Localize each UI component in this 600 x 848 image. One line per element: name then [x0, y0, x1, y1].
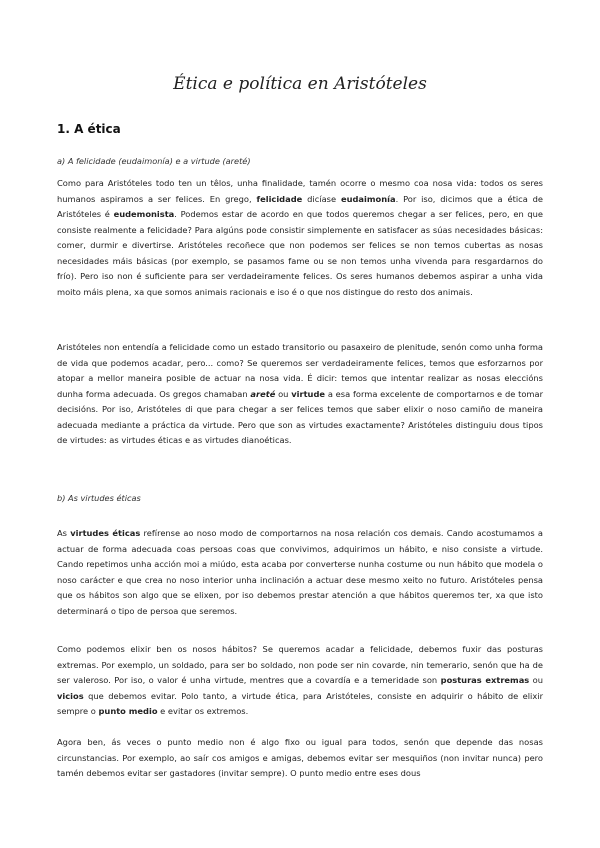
- emphasis-text: eudaimonía: [340, 193, 396, 204]
- paragraph-ethical-virtues: [57, 526, 543, 619]
- paragraph-text: . Podemos estar de acordo en que todos queremos chegar a ser felices, pero, en que consiste realmente a felicidade? Para algúns pode consistir simplemente en satisfacer as súas necesidades básicas: comer, durmir e divertirse. Aristóteles recoñece que non podemos ser felices se non temos cubertas as nosas necesidades máis básicas (por exemplo, se pasamos fame ou se non temos unha vivenda para resgardarnos do frío). Pero iso non é suficiente para ser verdadeiramente felices. Os seres humanos debemos aspirar a unha vida moito máis plena, xa que somos animais racionais e iso é o que nos distingue do resto dos animais.: [57, 209, 543, 297]
- paragraph-text: e evitar os extremos.: [157, 706, 249, 716]
- paragraph-text: . Por iso, dicimos que a ética de Aristóteles é: [57, 193, 543, 219]
- paragraph-text: refírense ao noso modo de comportarnos na nosa relación cos demais. Cando acostumamos a actuar de forma adecuada coas persoas coas que convivimos, adquirimos un hábito, e niso consiste a virtude. Cando repetimos unha acción moi a miúdo, esta acaba por converterse nunha costume ou nun hábito que modela o noso carácter e que crea no noso interior unha inclinación a actuar dese mesmo xeito no futuro. Aristóteles pensa que os hábitos son algo que se elixen, por iso debemos prestar atención a que hábitos queremos ter, xa que isto determinará o tipo de persoa que seremos.: [57, 528, 543, 616]
- section-heading-ethics: 1. A ética: [57, 122, 121, 136]
- paragraph-text: ou: [275, 388, 292, 399]
- emphasis-text: virtude: [291, 388, 326, 399]
- paragraph-text: Como para Aristóteles todo ten un têlos, unha finalidade, tamén ocorre o mesmo coa nosa vida: todos os seres humanos aspiramos a ser felices. En grego,: [57, 178, 543, 204]
- document-title: Ética e política en Aristóteles: [173, 74, 427, 94]
- paragraph-happiness: [57, 176, 543, 300]
- emphasis-text: vicios: [57, 690, 84, 701]
- paragraph-circumstances: [57, 735, 543, 782]
- paragraph-text: Agora ben, ás veces o punto medio non é algo fixo ou igual para todos, senón que depende das nosas circunstancias. Por exemplo, ao saír cos amigos e amigas, debemos evitar ser mesquiños (non invitar nunca) pero tamén debemos evitar ser gastadores (invitar sempre). O punto medio entre eses dous: [57, 737, 543, 778]
- paragraph-text: ou: [529, 675, 543, 685]
- paragraph-text: dicíase: [302, 193, 341, 204]
- paragraph-text: que debemos evitar. Polo tanto, a virtude ética, para Aristóteles, consiste en adquirir o hábito de elixir sempre o: [57, 690, 543, 716]
- emphasis-text: [250, 389, 275, 399]
- paragraph-text: Como podemos elixir ben os nosos hábitos? Se queremos acadar a felicidade, debemos fuxir das posturas extremas. Por exemplo, un soldado, para ser bo soldado, non pode ser nin covarde, nin temerario, senón que ha de ser valeroso. Por iso, o valor é unha virtude, mentres que a covardía e a temeridade son: [57, 644, 543, 685]
- paragraph-text: Aristóteles non entendía a felicidade como un estado transitorio ou pasaxeiro de plenitude, senón como unha forma de vida que podemos acadar, pero... como? Se queremos ser verdadeiramente felices, temos que esforzarnos por atopar a mellor maneira posible de actuar na nosa vida. É dicir: temos que intentar realizar as nosas eleccións dunha forma adecuada. Os gregos chamaban: [57, 342, 543, 399]
- subsection-heading-ethical-virtues: b) As virtudes éticas: [57, 493, 141, 503]
- emphasis-text: punto medio: [98, 706, 158, 716]
- paragraph-text: a esa forma excelente de comportarnos e de tomar decisións. Por iso, Aristóteles di que para chegar a ser felices temos que saber elixir o noso camiño de maneira adecuada mediante a práctica da virtude. Pero que son as virtudes exactamente? Aristóteles distinguiu dous tipos de virtudes: as virtudes éticas e as virtudes dianoéticas.: [57, 388, 544, 445]
- subsection-heading-happiness: a) A felicidade (eudaimonía) e a virtude (areté): [57, 156, 251, 166]
- paragraph-middle-point: [57, 642, 543, 720]
- emphasis-text: felicidade: [256, 193, 303, 204]
- emphasis-text: virtudes éticas: [70, 528, 141, 538]
- paragraph-text: As: [57, 528, 71, 538]
- emphasis-text: posturas extremas: [440, 675, 530, 685]
- paragraph-virtue: [57, 340, 543, 449]
- emphasis-text: eudemonista: [113, 209, 175, 219]
- emphasis-text: areté: [250, 388, 276, 399]
